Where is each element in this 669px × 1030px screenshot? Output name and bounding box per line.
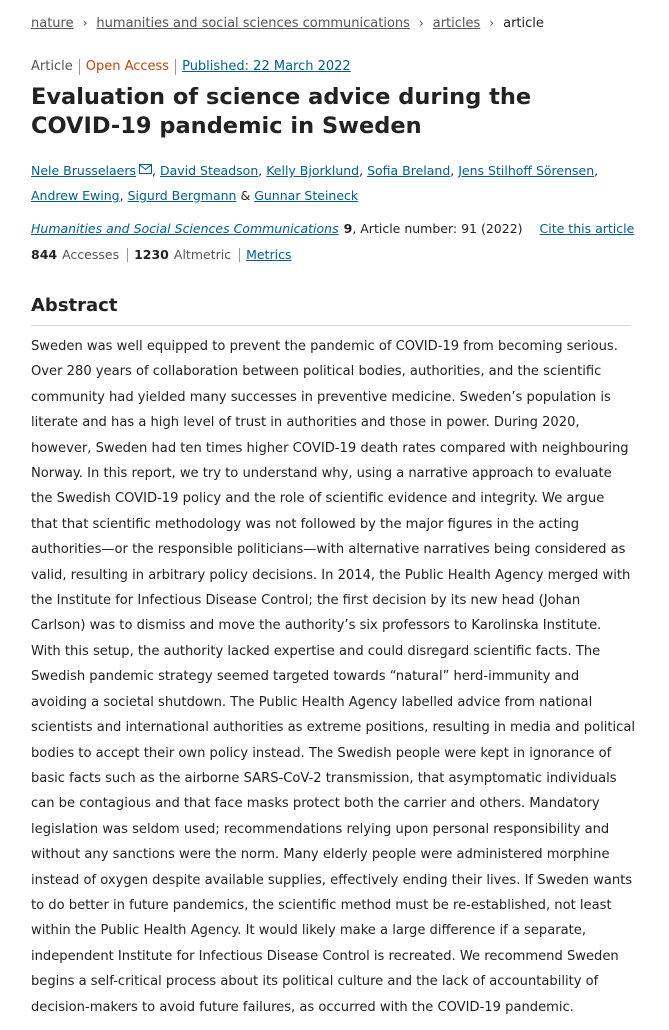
- divider: [127, 248, 128, 262]
- abstract-text: Sweden was well equipped to prevent the pandemic of COVID-19 from becoming serious. Over 280 years of collaboration between political bodies, authorities, and the scientific community had yielded many successes in preventive medicine. Sweden’s population is literate and has a high level of trust in authorities and those in power. During 2020, however, Sweden had ten times higher COVID-19 death rates compared with neighbouring Norway. In this report, we try to understand why, using a narrative approach to evaluate the Swedish COVID-19 policy and the role of scientific evidence and integrity. We argue that that scientific methodology was not followed by the major figures in the acting authorities—or the responsible politicians—with alternative narratives being considered as valid, resulting in arbitrary policy decisions. In 2014, the Public Health Agency merged with the Institute for Infectious Disease Control; the first decision by its new head (Johan Carlson) was to dismiss and move the authority’s six professors to Karolinska Institute. With this setup, the authority lacked expertise and could disregard scientific facts. The Swedish pandemic strategy seemed targeted towards “natural” herd-immunity and avoiding a societal shutdown. The Public Health Agency labelled advice from national scientists and international authorities as extreme positions, resulting in media and political bodies to accept their own policy instead. The Swedish people were kept in ignorance of basic facts such as the airborne SARS-CoV-2 transmission, that asymptomatic individuals can be contagious and that face masks protect both the carrier and others. Mandatory legislation was seldom used; recommendations relying upon personal responsibility and without any sanctions were the norm. Many elderly people were administered morphine instead of oxygen despite available supplies, effectively ending their lives. If Sweden wants to do better in future pandemics, the scientific method must be re-established, not least within the Public Health Agency. It would likely make a large difference if a separate, independent Institute for Infectious Disease Control is recreated. We recommend Sweden begins a self-critical process about its political culture and the lack of accountability of decision-makers to avoid future failures, as occurred with the COVID-19 pandemic.: [31, 339, 635, 1015]
- article-number: , Article number: 91 (2022): [352, 221, 523, 236]
- journal-volume: 9: [343, 221, 353, 236]
- envelope-icon[interactable]: [139, 164, 152, 174]
- accesses-count: 844: [31, 247, 58, 262]
- open-access-badge: Open Access: [79, 59, 175, 75]
- citation-line: [31, 220, 635, 238]
- breadcrumb: [31, 0, 631, 32]
- metrics-bar: [31, 246, 631, 264]
- chevron-right-icon: ›: [82, 16, 88, 30]
- author-link[interactable]: David Steadson: [159, 163, 259, 178]
- article-title: Evaluation of science advice during the COVID-19 pandemic in Sweden: [31, 84, 532, 139]
- accesses-label: Accesses: [62, 247, 120, 262]
- breadcrumb-journal[interactable]: humanities and social sciences communications: [96, 15, 410, 31]
- author-link[interactable]: Jens Stilhoff Sörensen: [458, 163, 595, 178]
- cite-article-link[interactable]: Cite this article: [539, 221, 635, 236]
- altmetric-label: Altmetric: [173, 247, 232, 262]
- divider: [239, 248, 240, 262]
- author-link[interactable]: Sofia Breland: [367, 163, 451, 178]
- breadcrumb-articles[interactable]: articles: [432, 15, 481, 31]
- author-link[interactable]: Kelly Bjorklund: [266, 163, 360, 178]
- author-link[interactable]: Gunnar Steineck: [254, 188, 359, 203]
- article-meta: [31, 59, 631, 75]
- breadcrumb-current: article: [503, 15, 544, 31]
- abstract-heading: Abstract: [31, 295, 118, 316]
- published-date-link[interactable]: Published: 22 March 2022: [182, 59, 351, 74]
- chevron-right-icon: ›: [489, 16, 495, 30]
- breadcrumb-nature[interactable]: nature: [31, 15, 74, 31]
- journal-link[interactable]: Humanities and Social Sciences Communications: [31, 221, 339, 236]
- author-link[interactable]: Andrew Ewing: [31, 188, 120, 203]
- article-type: Article: [31, 59, 73, 74]
- author-list: Nele Brusselaers , David Steadson, Kelly Bjorklund, Sofia Breland, Jens Stilhoff Sörensen, Andrew Ewing, Sigurd Bergmann & Gunnar Steineck: [31, 163, 599, 203]
- metrics-link[interactable]: Metrics: [246, 247, 292, 262]
- chevron-right-icon: ›: [418, 16, 424, 30]
- author-link[interactable]: Sigurd Bergmann: [127, 188, 237, 203]
- author-ampersand: &: [240, 188, 251, 203]
- altmetric-count: 1230: [134, 247, 169, 262]
- section-divider: [31, 325, 631, 326]
- author-link[interactable]: Nele Brusselaers: [31, 163, 137, 178]
